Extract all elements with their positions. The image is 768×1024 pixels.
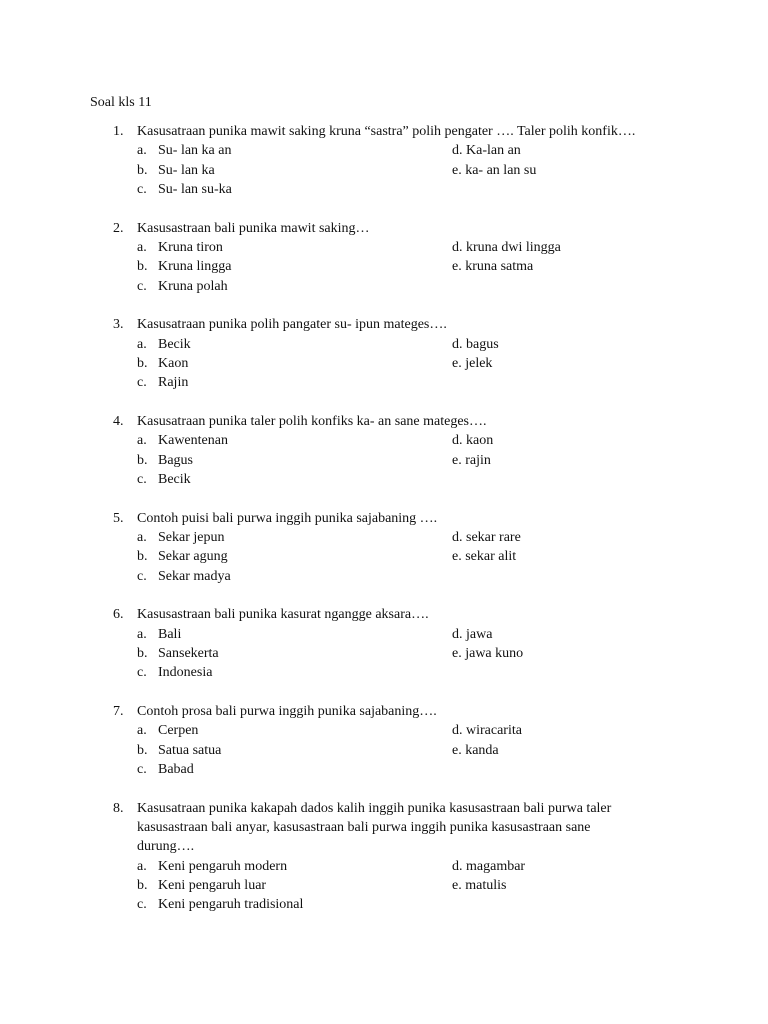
option-row bbox=[0, 663, 768, 682]
option-text: Rajin bbox=[158, 375, 189, 391]
option-row bbox=[0, 431, 768, 450]
question-number: 1. bbox=[113, 124, 124, 139]
option-letter: c. bbox=[137, 278, 147, 294]
option-letter: a. bbox=[137, 336, 147, 352]
question-number: 5. bbox=[113, 510, 124, 526]
question-text: Contoh prosa bali purwa inggih punika sajabaning…. bbox=[137, 704, 437, 720]
option-letter: c. bbox=[137, 568, 147, 584]
option-letter: b. bbox=[137, 646, 148, 662]
question-text: Kasusatraan punika taler polih konfiks ka- an sane mateges…. bbox=[137, 414, 487, 430]
option-letter: c. bbox=[137, 665, 147, 681]
option-text: Kruna lingga bbox=[158, 259, 232, 275]
option-letter: b. bbox=[137, 549, 148, 565]
option-right: e. ka- an lan su bbox=[452, 162, 537, 178]
option-text: Keni pengaruh tradisional bbox=[158, 897, 304, 913]
option-right: d. magambar bbox=[452, 858, 526, 874]
option-row bbox=[0, 644, 768, 663]
option-text: Kaon bbox=[158, 355, 189, 371]
question-list bbox=[0, 122, 768, 934]
option-letter: b. bbox=[137, 355, 148, 371]
question-number: 3. bbox=[113, 317, 124, 333]
option-letter: a. bbox=[137, 239, 147, 255]
option-letter: a. bbox=[137, 530, 147, 546]
option-text: Kruna polah bbox=[158, 278, 228, 294]
option-text: Sekar agung bbox=[158, 549, 228, 565]
option-letter: c. bbox=[137, 375, 147, 391]
question-item bbox=[0, 799, 768, 915]
question-text: Contoh puisi bali purwa inggih punika sajabaning …. bbox=[137, 510, 438, 526]
question-number: 8. bbox=[113, 800, 124, 816]
option-row bbox=[0, 470, 768, 489]
option-letter: a. bbox=[137, 723, 147, 739]
question-number: 4. bbox=[113, 414, 124, 430]
question-item bbox=[0, 605, 768, 682]
option-row bbox=[0, 335, 768, 354]
option-right: e. rajin bbox=[452, 452, 491, 468]
option-text: Babad bbox=[158, 762, 194, 778]
option-row bbox=[0, 354, 768, 373]
option-row bbox=[0, 180, 768, 199]
option-text: Kruna tiron bbox=[158, 239, 223, 255]
option-row bbox=[0, 528, 768, 547]
option-row bbox=[0, 741, 768, 760]
question-number: 2. bbox=[113, 220, 124, 236]
option-letter: b. bbox=[137, 452, 148, 468]
question-text: Kasusastraan bali punika mawit saking… bbox=[137, 220, 370, 236]
option-letter: a. bbox=[137, 143, 147, 159]
option-right: e. jelek bbox=[452, 355, 493, 371]
option-right: e. kanda bbox=[452, 742, 499, 758]
option-text: Keni pengaruh luar bbox=[158, 878, 267, 893]
option-right: e. sekar alit bbox=[452, 549, 517, 565]
option-text: Sansekerta bbox=[158, 646, 219, 662]
option-right: d. sekar rare bbox=[452, 530, 521, 546]
option-text: Becik bbox=[158, 471, 191, 487]
option-letter: c. bbox=[137, 471, 147, 487]
question-item bbox=[0, 219, 768, 296]
option-letter: c. bbox=[137, 762, 147, 778]
option-right: e. jawa kuno bbox=[452, 646, 524, 662]
option-text: Kawentenan bbox=[158, 433, 228, 449]
option-letter: b. bbox=[137, 742, 148, 758]
option-text: Indonesia bbox=[158, 665, 213, 681]
option-row bbox=[0, 141, 768, 160]
option-letter: a. bbox=[137, 858, 147, 874]
question-number: 7. bbox=[113, 704, 124, 720]
option-text: Sekar jepun bbox=[158, 530, 225, 546]
option-row bbox=[0, 721, 768, 740]
question-text: Kasusastraan bali punika kasurat ngangge aksara…. bbox=[137, 607, 429, 623]
option-text: Bagus bbox=[158, 452, 193, 468]
option-right: d. Ka-lan an bbox=[452, 143, 521, 159]
question-item bbox=[0, 702, 768, 779]
option-letter: a. bbox=[137, 626, 147, 642]
option-text: Sekar madya bbox=[158, 568, 231, 584]
question-text: Kasusatraan punika kakapah dados kalih inggih punika kasusastraan bali purwa taler kasusastraan bali anyar, kasusastraan bali purwa inggih punika kasusastraan sane durung…. bbox=[137, 800, 612, 855]
question-item bbox=[0, 509, 768, 586]
option-text: Keni pengaruh modern bbox=[158, 858, 288, 874]
option-right: d. kaon bbox=[452, 433, 494, 449]
option-row bbox=[0, 277, 768, 296]
option-right: d. jawa bbox=[452, 626, 493, 642]
question-text: Kasusatraan punika mawit saking kruna “sastra” polih pengater …. Taler polih konfik…. bbox=[137, 124, 636, 139]
question-text: Kasusatraan punika polih pangater su- ipun mateges…. bbox=[137, 317, 447, 333]
option-letter: b. bbox=[137, 259, 148, 275]
option-letter: b. bbox=[137, 162, 148, 178]
option-row bbox=[0, 257, 768, 276]
option-right: e. matulis bbox=[452, 878, 507, 893]
question-number: 6. bbox=[113, 607, 124, 623]
option-row bbox=[0, 895, 768, 914]
option-row bbox=[0, 238, 768, 257]
option-text: Su- lan ka an bbox=[158, 143, 232, 159]
document-title: Soal kls 11 bbox=[90, 95, 152, 110]
question-item bbox=[0, 315, 768, 392]
option-right: e. kruna satma bbox=[452, 259, 534, 275]
option-text: Cerpen bbox=[158, 723, 199, 739]
option-row bbox=[0, 547, 768, 566]
option-row bbox=[0, 451, 768, 470]
option-row bbox=[0, 567, 768, 586]
option-letter: b. bbox=[137, 878, 148, 893]
option-right: d. wiracarita bbox=[452, 723, 522, 739]
option-right: d. bagus bbox=[452, 336, 499, 352]
option-text: Becik bbox=[158, 336, 191, 352]
option-text: Su- lan su-ka bbox=[158, 181, 232, 197]
option-row bbox=[0, 373, 768, 392]
option-row bbox=[0, 161, 768, 180]
option-text: Su- lan ka bbox=[158, 162, 215, 178]
option-right: d. kruna dwi lingga bbox=[452, 239, 561, 255]
question-item bbox=[0, 412, 768, 489]
option-row bbox=[0, 760, 768, 779]
option-text: Satua satua bbox=[158, 742, 222, 758]
option-row bbox=[0, 625, 768, 644]
option-letter: c. bbox=[137, 181, 147, 197]
option-row bbox=[0, 857, 768, 876]
option-letter: c. bbox=[137, 897, 147, 913]
question-item bbox=[0, 122, 768, 199]
option-text: Bali bbox=[158, 626, 182, 642]
option-letter: a. bbox=[137, 433, 147, 449]
option-row bbox=[0, 876, 768, 895]
